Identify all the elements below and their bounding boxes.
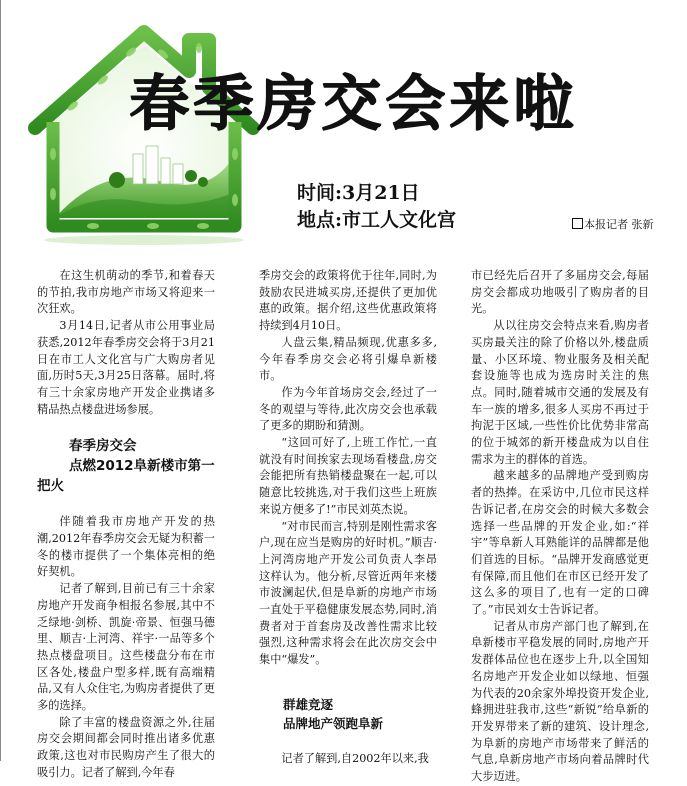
paragraph: 市已经先后召开了多届房交会,每届房交会都成功地吸引了购房者的目光。 <box>471 269 649 316</box>
byline-text: 本报记者 张新 <box>584 218 654 231</box>
byline <box>572 216 654 232</box>
subhead-line: 群雄竞逐 <box>283 696 334 712</box>
paragraph: 记者了解到,自2002年以来,我 <box>281 751 429 765</box>
section-subhead-2 <box>283 695 437 733</box>
article-column-2 <box>259 268 437 768</box>
paragraph: “这回可好了,上班工作忙,一直就没有时间挨家去现场看楼盘,房交会能把所有热销楼盘聚在一起,可以随意比较挑选,对于我们这些上班族来说方便多了!”市民刘英杰说。 <box>259 436 437 516</box>
subhead-line: 春季房交会 <box>69 438 137 455</box>
paragraph: 从以往房交会特点来看,购房者买房最关注的除了价格以外,楼盘质量、小区环境、物业服务及相关配套设施等也成为选房时关注的焦点。同时,随着城市交通的发展及有车一族的增多,很多人买房不再过于拘泥于区域,一些性价比优势非常高的位于城郊的新开楼盘成为以自住需求为主的群体的首选。 <box>471 319 649 466</box>
paragraph: 季房交会的政策将优于往年,同时,为鼓励农民进城买房,还提供了更加优惠的政策。据介绍,这些优惠政策将持续到4月10日。 <box>259 269 437 333</box>
article-column-1 <box>37 268 215 782</box>
section-subhead-1 <box>37 436 215 496</box>
subhead-line: 点燃2012阜新楼市第一 <box>69 458 215 475</box>
subhead-line: 品牌地产领跑阜新 <box>283 715 384 731</box>
event-time: 时间:3月21日 <box>297 182 420 204</box>
event-place: 地点:市工人文化宫 <box>297 209 457 231</box>
headline: 春季房交会来啦 <box>129 69 577 139</box>
subhead-line: 把火 <box>37 478 64 495</box>
paragraph: “对市民而言,特别是刚性需求客户,现在应当是购房的好时机。”顺吉·上河湾房地产开发公司负责人李昂这样认为。他分析,尽管近两年来楼市波澜起伏,但是阜新的房地产市场一直处于平稳健康发展态势,同时,消费者对于首套房及改善性需求比较强烈,这种需求将会在此次房交会中集中“爆发”。 <box>259 519 437 667</box>
paragraph: 除了丰富的楼盘资源之外,往届房交会期间都会同时推出诸多优惠政策,这也对市民购房产生了很大的吸引力。记者了解到,今年春 <box>37 715 215 779</box>
paragraph: 3月14日,记者从市公用事业局获悉,2012年春季房交会将于3月21日在市工人文化宫与广大购房者见面,历时5天,3月25日落幕。届时,将有三十余家房地产开发企业携诸多精品热点楼盘进场参展。 <box>37 319 215 416</box>
byline-box-icon <box>572 218 583 229</box>
paragraph: 越来越多的品牌地产受到购房者的热捧。在采访中,几位市民这样告诉记者,在房交会的时候大多数会选择一些品牌的开发企业,如:“祥宇”等阜新人耳熟能详的品牌都是他们首选的目标。“品牌开发商感觉更有保障,而且他们在市区已经开发了这么多的项目了,也有一定的口碑了。”市民刘女士告诉记者。 <box>471 469 649 617</box>
paragraph: 在这生机萌动的季节,和着春天的节拍,我市房地产市场又将迎来一次狂欢。 <box>37 269 215 316</box>
paragraph: 记者了解到,目前已有三十余家房地产开发商争相报名参展,其中不乏绿地·剑桥、凯旋·帝景、恒强马德里、顺吉·上河湾、祥宇·一品等多个热点楼盘项目。这些楼盘分布在市区各处,楼盘户型多样,既有高端精品,又有人众住宅,为购房者提供了更多的选择。 <box>37 582 215 713</box>
paragraph: 记者从市房产部门也了解到,在阜新楼市平稳发展的同时,房地产开发群体品位也在逐步上升,以全国知名房地产开发企业如以绿地、恒强为代表的20余家外埠投资开发企业,蜂拥进驻我市,这些“新锐”给阜新的开发界带来了新的建筑、设计理念,为阜新的房地产市场带来了鲜活的气息,阜新房地产市场向着品牌时代大步迈进。 <box>471 619 649 784</box>
article-column-3 <box>471 268 649 786</box>
paragraph: 伴随着我市房地产开发的热潮,2012年春季房交会无疑为积蓄一冬的楼市提供了一个集体亮相的绝好契机。 <box>37 515 215 579</box>
paragraph: 作为今年首场房交会,经过了一冬的观望与等待,此次房交会也承载了更多的期盼和猜测。 <box>259 385 437 433</box>
paragraph: 人盘云集,精品频现,优惠多多,今年春季房交会必将引爆阜新楼市。 <box>259 335 437 383</box>
